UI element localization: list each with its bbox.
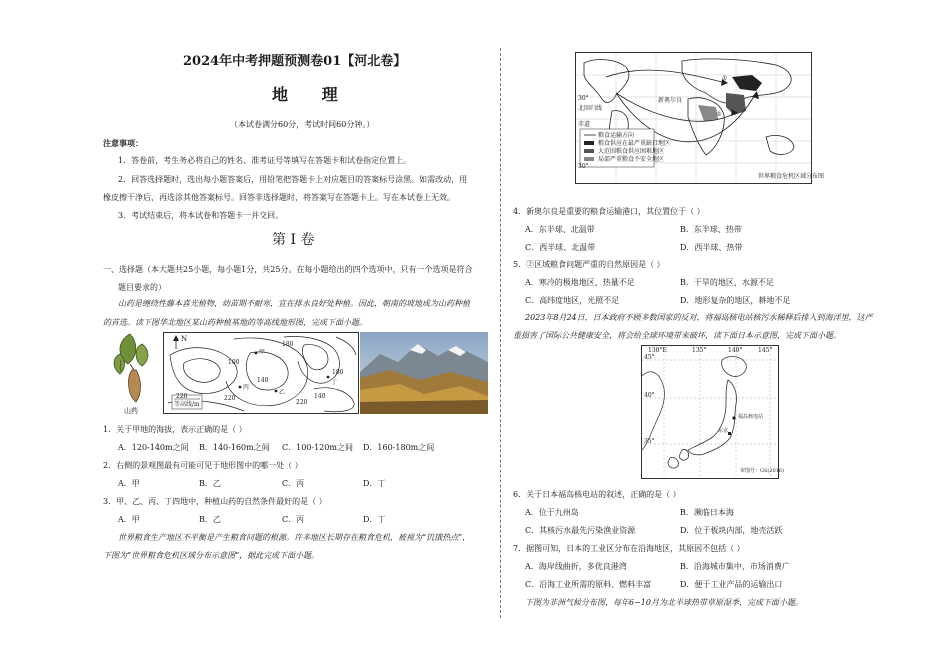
intro-yam: 山药是缠绕性藤本喜光植物，幼苗期不耐寒，宜在排水良好处种植。因此，朝南的坡地成为山药种植	[118, 299, 470, 308]
lat-30s-label: 30°	[578, 163, 589, 170]
q1-option-c: C．100-120m之间	[282, 443, 353, 452]
subject-title: 地 理	[272, 85, 352, 104]
q2-option-b: B．乙	[199, 479, 221, 488]
intro-fukushima: 2023年8月24日，日本政府不顾多数国家的反对，将福岛核电站核污水稀释后排入到海洋里，这严	[525, 313, 873, 322]
lon-135-label: 135°	[692, 347, 707, 354]
volume-title: 第 Ⅰ 卷	[272, 232, 315, 248]
region-2-label: ②	[716, 111, 722, 118]
notice-title: 注意事项：	[103, 138, 143, 148]
fukushima-plant-label: 福岛核电站	[738, 414, 764, 420]
q5-option-c: C．高纬度地区，光照不足	[525, 296, 620, 305]
q2-option-c: C．丙	[282, 479, 305, 488]
point-bing: 丙	[243, 384, 250, 391]
point-jia: 甲	[259, 349, 266, 356]
point-yi: 乙	[279, 389, 286, 396]
notice-2-cont: 橡皮擦干净后，再选涂其他答案标号。回答非选择题时，将答案写在答题卡上。写在本试卷上无效。	[103, 193, 455, 202]
intro-fukushima-cont: 重损害了国际公共健康安全，将会给全球环境带来破坏，读下面日本示意图，完成下面小题。	[513, 331, 841, 340]
q5-stem: 5．②区域粮食问题严重的自然原因是（ ）	[513, 260, 665, 269]
food-map-caption: 世界粮食危机区域分布图	[758, 173, 825, 180]
q6-stem: 6．关于日本福岛核电站的叙述，正确的是（ ）	[513, 490, 681, 499]
q1-option-b: B．140-160m之间	[199, 443, 270, 452]
contour-label-140a: 140	[257, 377, 269, 384]
lat-30n-label: 30°	[578, 95, 589, 102]
q3-stem: 3．甲、乙、丙、丁四地中，种植山药的自然条件最好的是（ ）	[103, 497, 327, 506]
q1-option-d: D．160-180m之间	[363, 443, 435, 452]
q7-option-b: B．沿海城市集中，市场消费广	[680, 562, 790, 571]
q6-option-d: D．位于板块内部，地壳活跃	[680, 526, 783, 535]
contour-label-220c: 220	[224, 395, 236, 402]
q5-option-a: A．寒冷的极地地区，热量不足	[525, 278, 635, 287]
lat-40-label: 40°	[644, 392, 655, 399]
q5-option-d: D．地形复杂的地区，耕地不足	[680, 296, 791, 305]
lon-130-label: 130°E	[648, 347, 667, 354]
food-crisis-map	[575, 52, 825, 184]
legend-transport: 粮食运输方向	[598, 132, 635, 139]
intro-food: 世界粮食生产地区不平衡是产生粮食问题的根源。许多地区长期存在粮食危机，被视为“饥饿热点”，	[118, 533, 471, 542]
equator-label: 赤道	[578, 121, 591, 128]
contour-label-220b: 220	[296, 399, 308, 406]
lon-140-label: 140°	[728, 347, 743, 354]
legend-widespread: 大范围粮食供应困难地区	[598, 148, 665, 155]
notice-1: 1．答卷前，考生务必将自己的姓名、准考证号等填写在答题卡和试卷指定位置上。	[118, 156, 412, 165]
q2-option-d: D．丁	[363, 479, 386, 488]
column-divider	[500, 48, 501, 618]
yam-illustration	[108, 330, 156, 406]
q4-option-d: D．西半球、热带	[680, 243, 743, 252]
japan-map-caption: 审图号：GS(2016)	[740, 468, 785, 474]
landscape-photo	[360, 332, 488, 414]
tropic-cancer-label: 北回归线	[578, 105, 603, 112]
contour-label-100: 100	[228, 359, 240, 366]
yam-caption: 山药	[124, 407, 138, 415]
point-ding: 丁	[331, 379, 338, 386]
notice-2: 2．回答选择题时，选出每小题答案后，用铅笔把答题卡上对应题目的答案标号涂黑。如需改动，用	[118, 175, 468, 184]
lat-35-label: 35°	[644, 438, 655, 445]
q1-stem: 1．关于甲地的海拔，表示正确的是（ ）	[103, 425, 247, 434]
region-1-label: ①	[722, 75, 728, 82]
q7-option-d: D．便于工业产品的运输出口	[680, 580, 783, 589]
q5-option-b: B．干旱的地区，水源不足	[680, 278, 774, 287]
q3-option-b: B．乙	[199, 515, 221, 524]
q4-option-a: A．东半球、北温带	[525, 225, 595, 234]
q2-option-a: A．甲	[118, 479, 140, 488]
contour-label-180b: 180	[332, 369, 344, 376]
q3-option-a: A．甲	[118, 515, 140, 524]
section1-heading-cont: 题目要求的）	[118, 283, 166, 292]
q2-stem: 2．右侧的景观图最有可能可见于地形图中的哪一处（ ）	[103, 461, 303, 470]
lon-145-label: 145°	[758, 347, 773, 354]
q4-option-c: C．西半球、北温带	[525, 243, 596, 252]
q6-option-a: A．位于九州岛	[525, 508, 579, 517]
intro-yam-cont: 的首选。读下图华北地区某山药种植基地的等高线地形图，完成下面小题。	[103, 318, 367, 327]
q4-option-b: B．东半球、热带	[680, 225, 742, 234]
q4-stem: 4．新奥尔良是重要的粮食运输港口，其位置位于（ ）	[513, 207, 705, 216]
q3-option-d: D．丁	[363, 515, 386, 524]
q7-option-c: C．沿海工业所需的原料、燃料丰富	[525, 580, 652, 589]
q3-option-c: C．丙	[282, 515, 305, 524]
score-note: （本试卷满分60分，考试时间60分钟。）	[230, 120, 375, 129]
lat-45-label: 45°	[644, 354, 655, 361]
new-orleans-label: 新奥尔良	[658, 97, 683, 104]
tokyo-label: 东京	[718, 428, 729, 434]
contour-label-180: 180	[282, 341, 294, 348]
contour-label-140b: 140	[314, 393, 326, 400]
q7-stem: 7．据图可知，日本的工业区分布在沿海地区，其原因不包括（ ）	[513, 544, 745, 553]
notice-3: 3．考试结束后，将本试卷和答题卡一并交回。	[118, 211, 284, 220]
intro-africa: 下图为非洲气候分布图，每年6~10月为北半球热带草原湿季，完成下面小题。	[525, 598, 803, 607]
contour-map	[163, 332, 359, 414]
q1-option-a: A．120-140m之间	[118, 443, 189, 452]
section1-heading: 一、选择题（本大题共25小题，每小题1分，共25分。在每小题给出的四个选项中，只有一个选项是符合	[103, 265, 473, 274]
legend-severe-gap: 粮食供应在最严重缺口地区	[598, 140, 671, 147]
exam-title: 2024年中考押题预测卷01【河北卷】	[183, 54, 407, 69]
q7-option-a: A．海岸线曲折，多优良港湾	[525, 562, 627, 571]
q6-option-c: C．其核污水最先污染渔业资源	[525, 526, 636, 535]
north-label: N	[181, 335, 188, 343]
japan-map	[641, 345, 785, 479]
intro-food-cont: 下图为“世界粮食危机区域分布示意图”，据此完成下面小题。	[103, 551, 320, 560]
contour-label-220a: 220	[176, 393, 188, 400]
legend-localized: 局部严重粮食不安全地区	[598, 156, 665, 163]
contour-legend: 等高线/m	[174, 401, 200, 408]
q6-option-b: B．濒临日本海	[680, 508, 734, 517]
